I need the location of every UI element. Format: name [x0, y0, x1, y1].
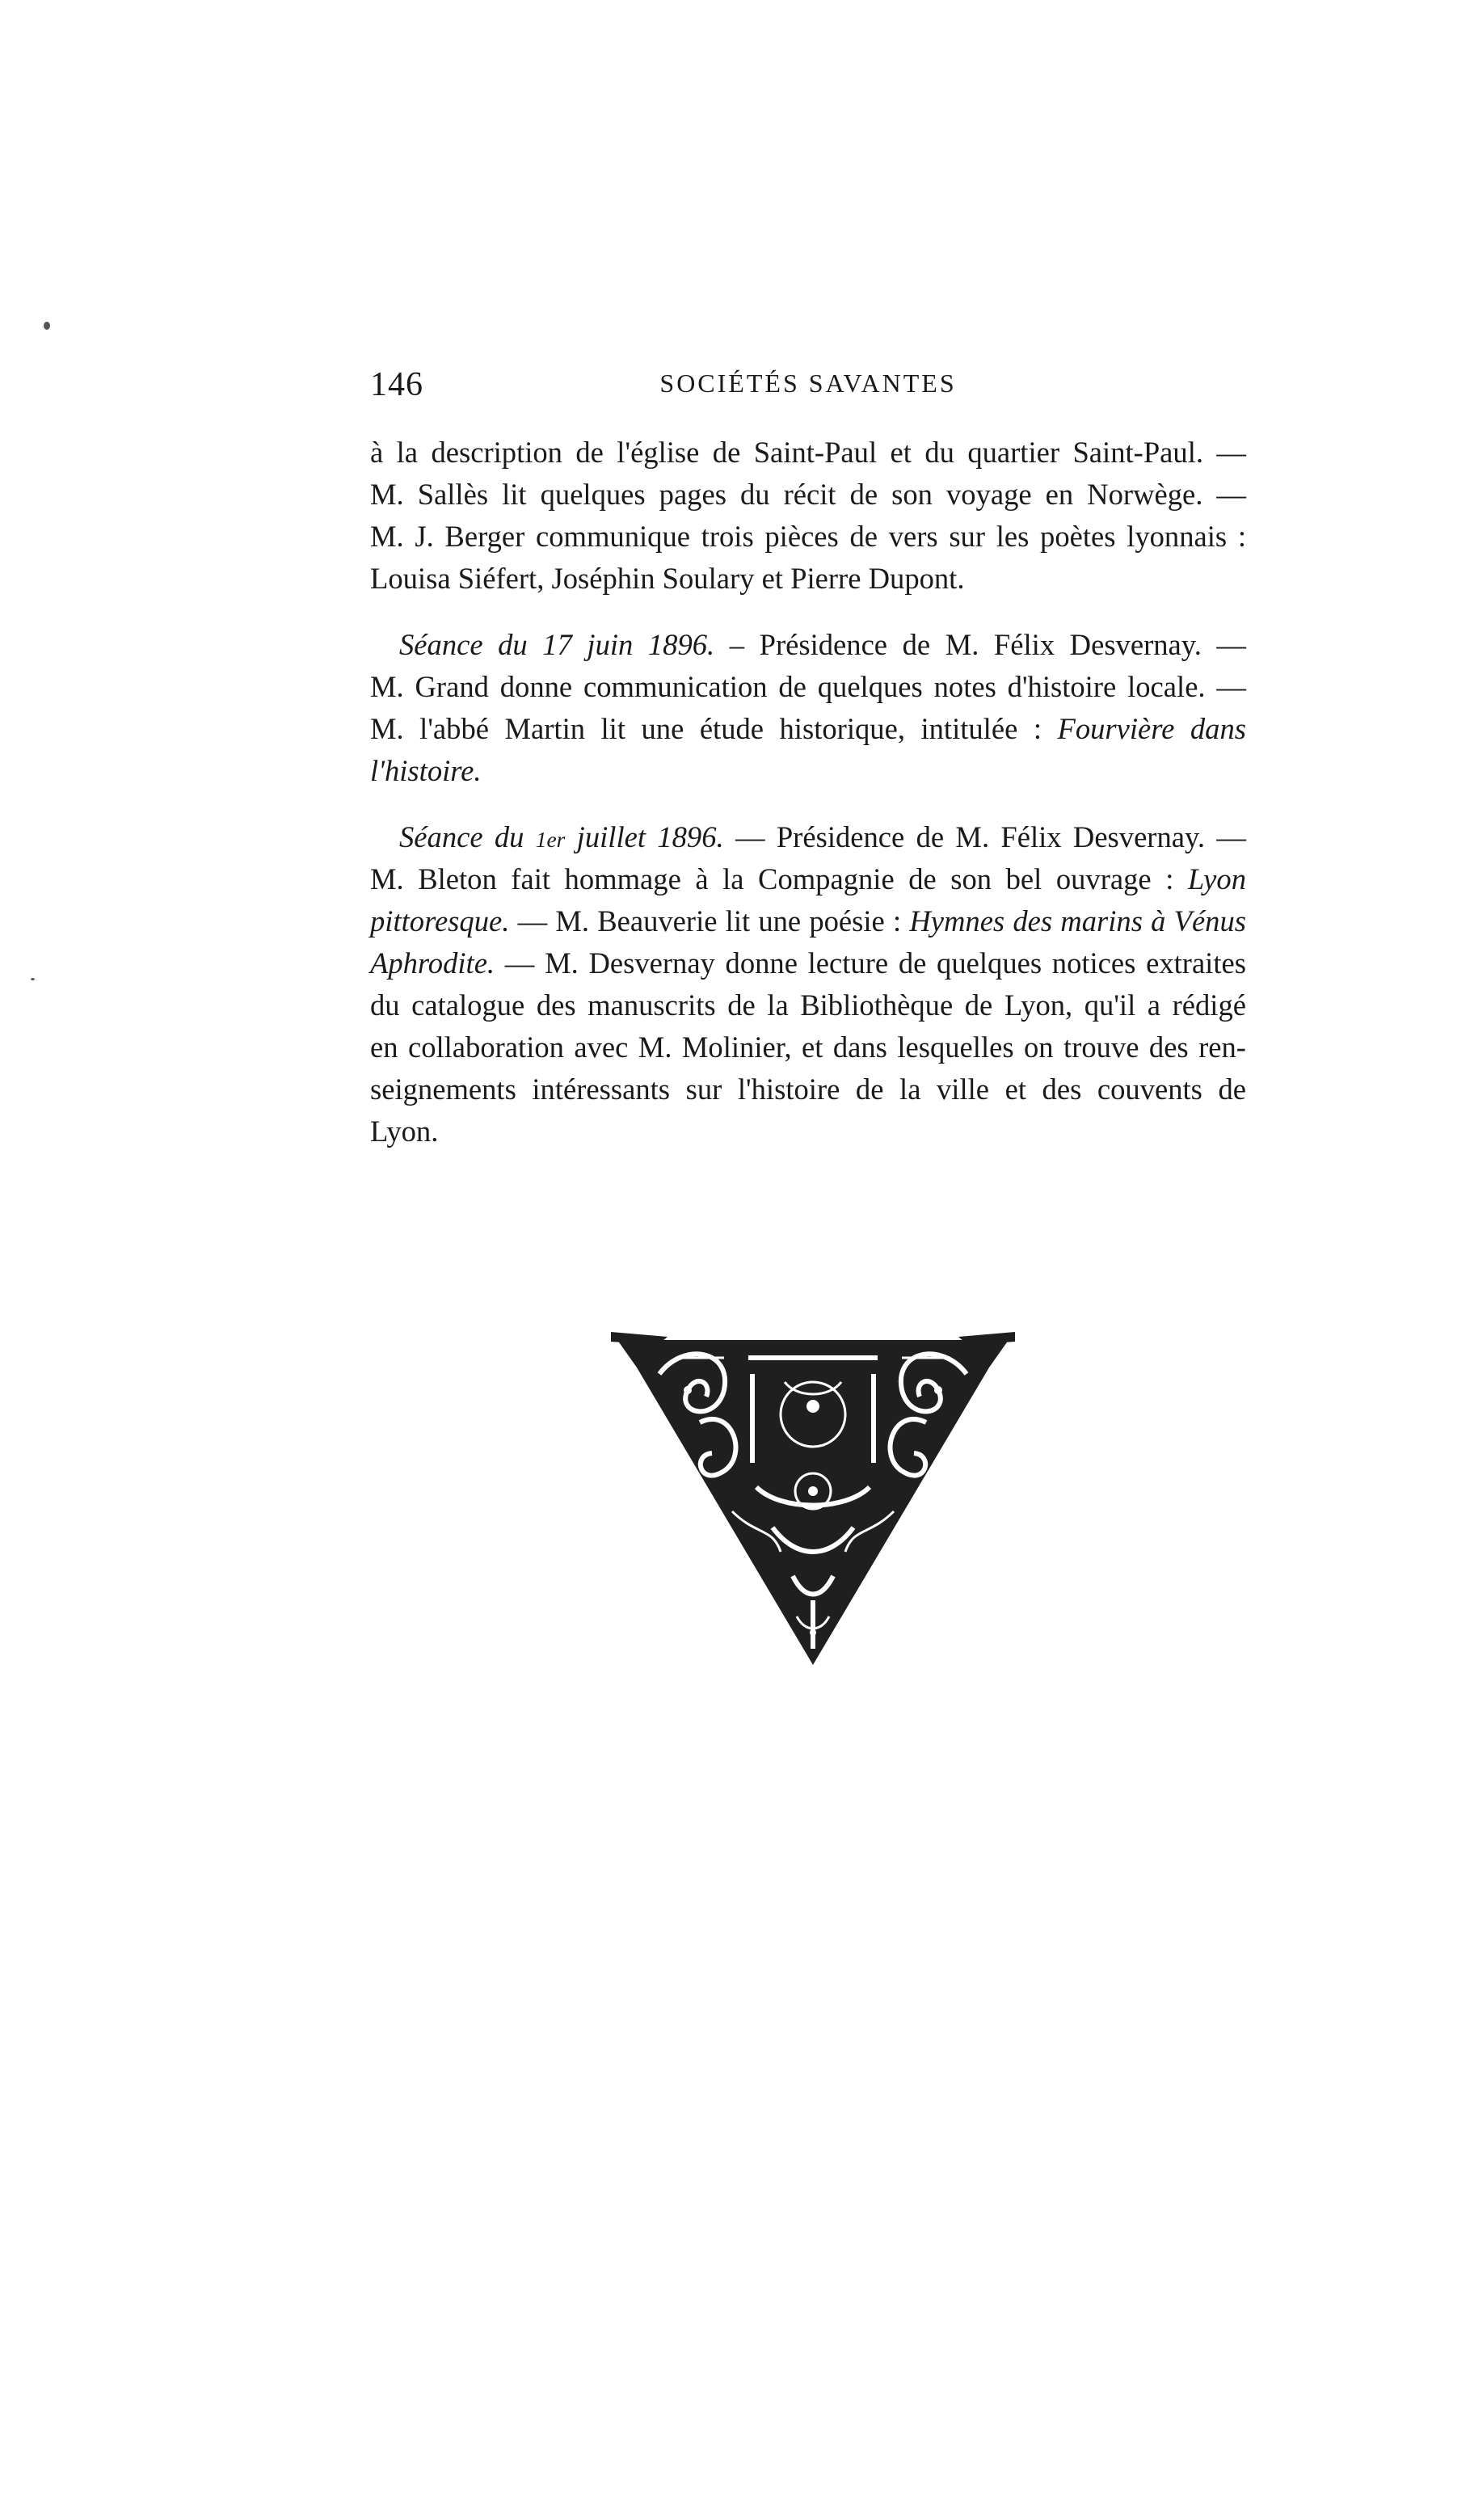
text-line: Louisa Siéfert, Joséphin Soulary et Pierre Dupont. — [370, 562, 965, 595]
text-line: Séance du 17 juin 1896. – Présidence de M. Félix Desvernay. — — [399, 628, 1246, 661]
work-title: Fourvière dans — [1057, 712, 1246, 745]
text-line: en collaboration avec M. Molinier, et dans lesquelles on trouve des ren- — [370, 1030, 1246, 1064]
work-title-continued: l'histoire. — [370, 754, 482, 787]
text-line: pittoresque. — M. Beauverie lit une poésie : Hymnes des marins à Vénus — [370, 904, 1246, 938]
session-date: Séance du 17 juin 1896. — [399, 628, 715, 661]
text-line: seignements intéressants sur l'histoire de la ville et des couvents de — [370, 1072, 1246, 1106]
page-header — [370, 365, 1246, 414]
paragraph-seance-1er-juillet — [370, 816, 1246, 1153]
text-line: M. Grand donne communication de quelques notes d'histoire locale. — — [370, 670, 1246, 703]
session-date: Séance du 1er juillet 1896. — [399, 820, 724, 853]
text-line: M. l'abbé Martin lit une étude historique, intitulée : Fourvière dans — [370, 712, 1246, 745]
poem-title-continued: Aphrodite. — [370, 946, 495, 980]
text-line: M. J. Berger communique trois pièces de vers sur les poètes lyonnais : — [370, 520, 1246, 553]
text-line: M. Bleton fait hommage à la Compagnie de son bel ouvrage : Lyon — [370, 862, 1246, 895]
text-line: M. Sallès lit quelques pages du récit de son voyage en Norwège. — — [370, 478, 1246, 511]
text-line — [370, 750, 1246, 792]
text-line: à la description de l'église de Saint-Paul et du quartier Saint-Paul. — — [370, 436, 1246, 469]
text-line: Lyon. — [370, 1115, 439, 1148]
work-title-continued: pittoresque. — [370, 904, 510, 938]
paragraph-seance-17-juin — [370, 624, 1246, 792]
page-number: 146 — [370, 366, 423, 403]
text-line: Aphrodite. — M. Desvernay donne lecture de quelques notices extraites — [370, 946, 1246, 980]
paragraph-1 — [370, 432, 1246, 600]
poem-title: Hymnes des marins à Vénus — [909, 904, 1246, 938]
text-line: du catalogue des manuscrits de la Bibliothèque de Lyon, qu'il a rédigé — [370, 988, 1246, 1022]
work-title: Lyon — [1187, 862, 1246, 895]
text-line: Séance du 1er juillet 1896. — Présidence de M. Félix Desvernay. — — [399, 820, 1246, 853]
cul-de-lampe-ornament-icon — [611, 1325, 1015, 1673]
body-text — [370, 432, 1246, 1177]
running-head: SOCIÉTÉS SAVANTES — [659, 369, 957, 398]
ink-speck — [31, 978, 35, 980]
ink-speck — [44, 322, 50, 330]
